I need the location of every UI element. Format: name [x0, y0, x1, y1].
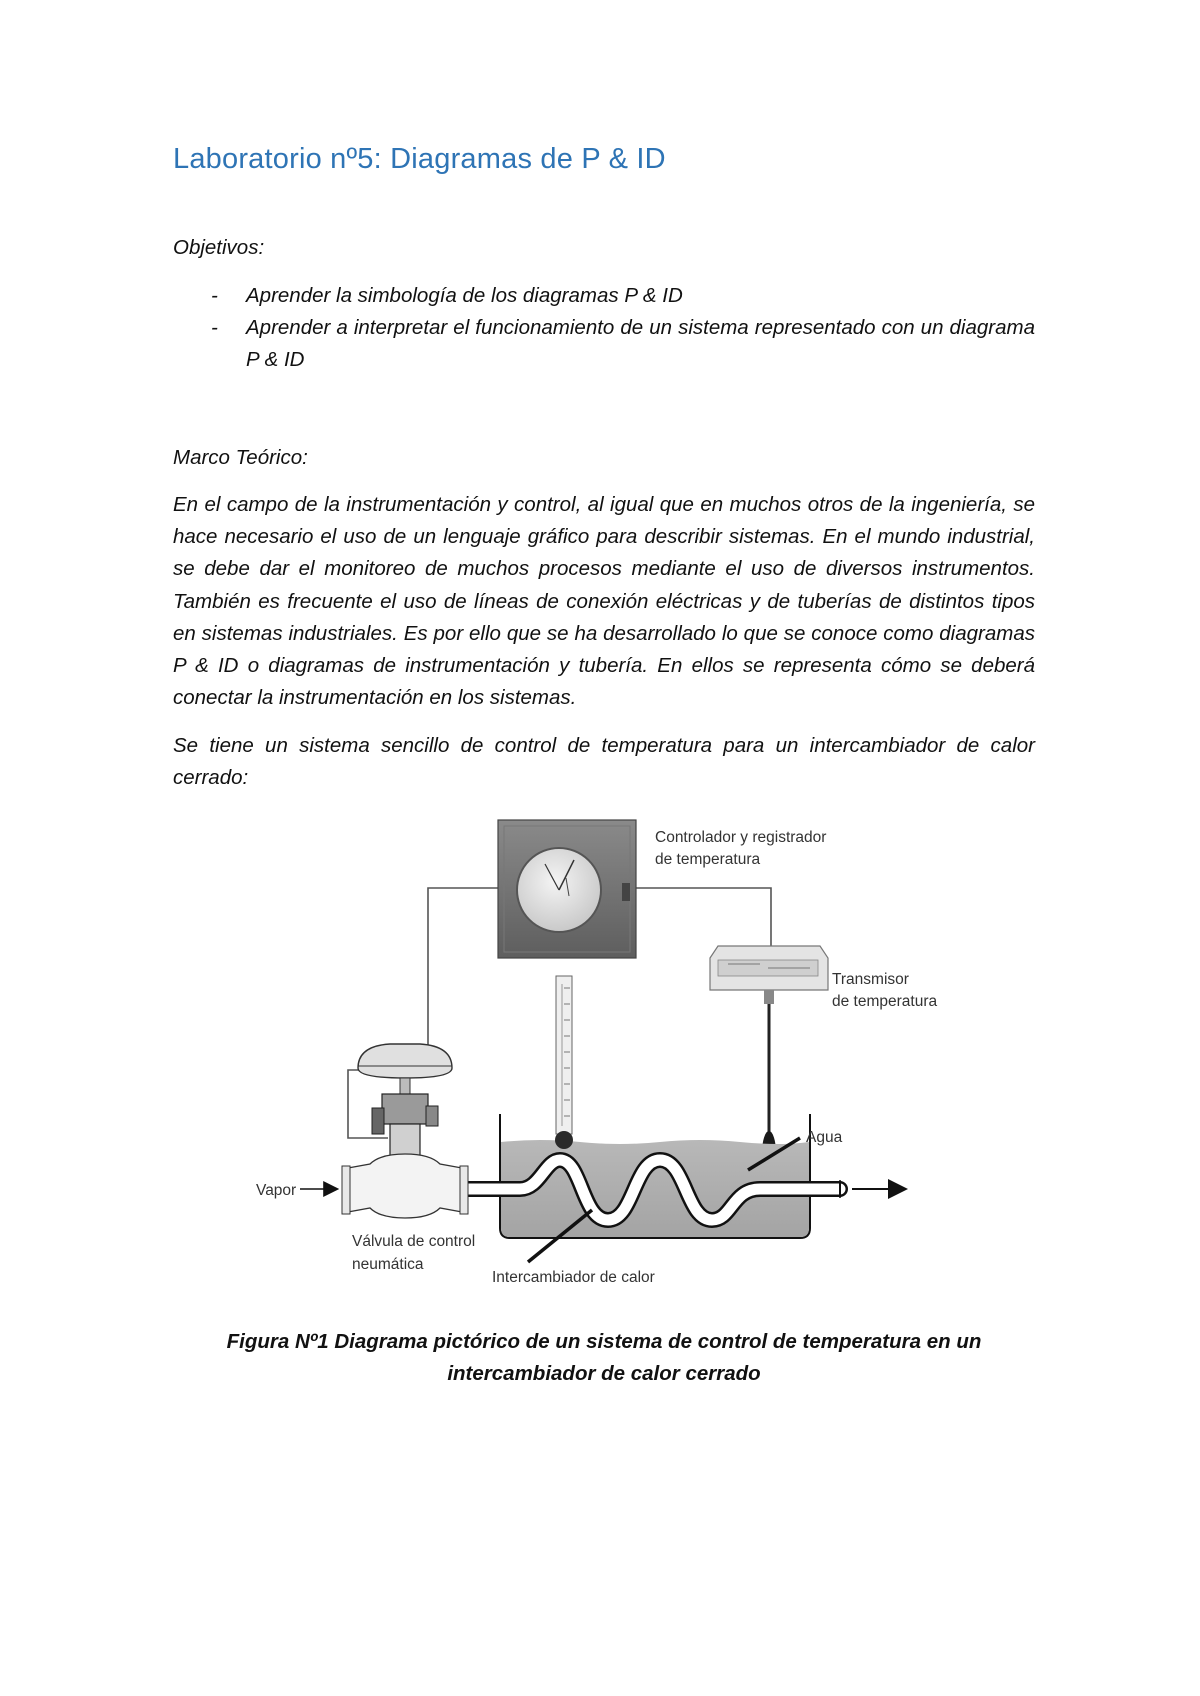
thermometer — [555, 976, 573, 1149]
valve-label: Válvula de control — [352, 1233, 476, 1250]
exchanger-label: Intercambiador de calor — [492, 1269, 655, 1286]
valve-label: neumática — [352, 1256, 424, 1273]
water-label: Agua — [806, 1129, 843, 1146]
pneumatic-control-valve — [342, 1044, 468, 1218]
marco-teorico-heading: Marco Teórico: — [173, 446, 308, 469]
controller-label: Controlador y registrador — [655, 829, 827, 846]
system-intro-paragraph: Se tiene un sistema sencillo de control de temperatura para un intercambiador de calor cerrado: — [173, 734, 1035, 789]
objectives-list — [173, 280, 1035, 376]
heat-exchanger-diagram — [240, 808, 960, 1298]
transmitter-label: de temperatura — [832, 993, 938, 1010]
controller-label: de temperatura — [655, 851, 761, 868]
page-title: Laboratorio nº5: Diagramas de P & ID — [173, 143, 666, 175]
objectives-heading: Objetivos: — [173, 236, 265, 259]
controller-recorder — [498, 820, 636, 958]
marco-teorico-paragraph: En el campo de la instrumentación y control, al igual que en muchos otros de la ingeniería, se hace necesario el uso de un lenguaje gráfico para describir sistemas. En el mundo industrial, se debe dar el monitoreo de muchos procesos mediante el uso de diversos instrumentos. También es frecuente el uso de líneas de conexión eléctricas y de tuberías de distintos tipos en sistemas industriales. Es por ello que se ha desarrollado lo que se conoce como diagramas P & ID o diagramas de instrumentación y tubería. En ellos se representa cómo se deberá conectar la instrumentación en los sistemas. — [173, 493, 1035, 710]
figure-caption: Figura Nº1 Diagrama pictórico de un sistema de control de temperatura en un intercambiador de calor cerrado — [226, 1330, 982, 1385]
steam-label: Vapor — [256, 1182, 297, 1199]
list-item: - Aprender a interpretar el funcionamiento de un sistema representado con un diagrama P & ID — [173, 312, 1035, 376]
transmitter-label: Transmisor — [832, 971, 909, 988]
list-item: - Aprender la simbología de los diagramas P & ID — [173, 280, 1035, 312]
